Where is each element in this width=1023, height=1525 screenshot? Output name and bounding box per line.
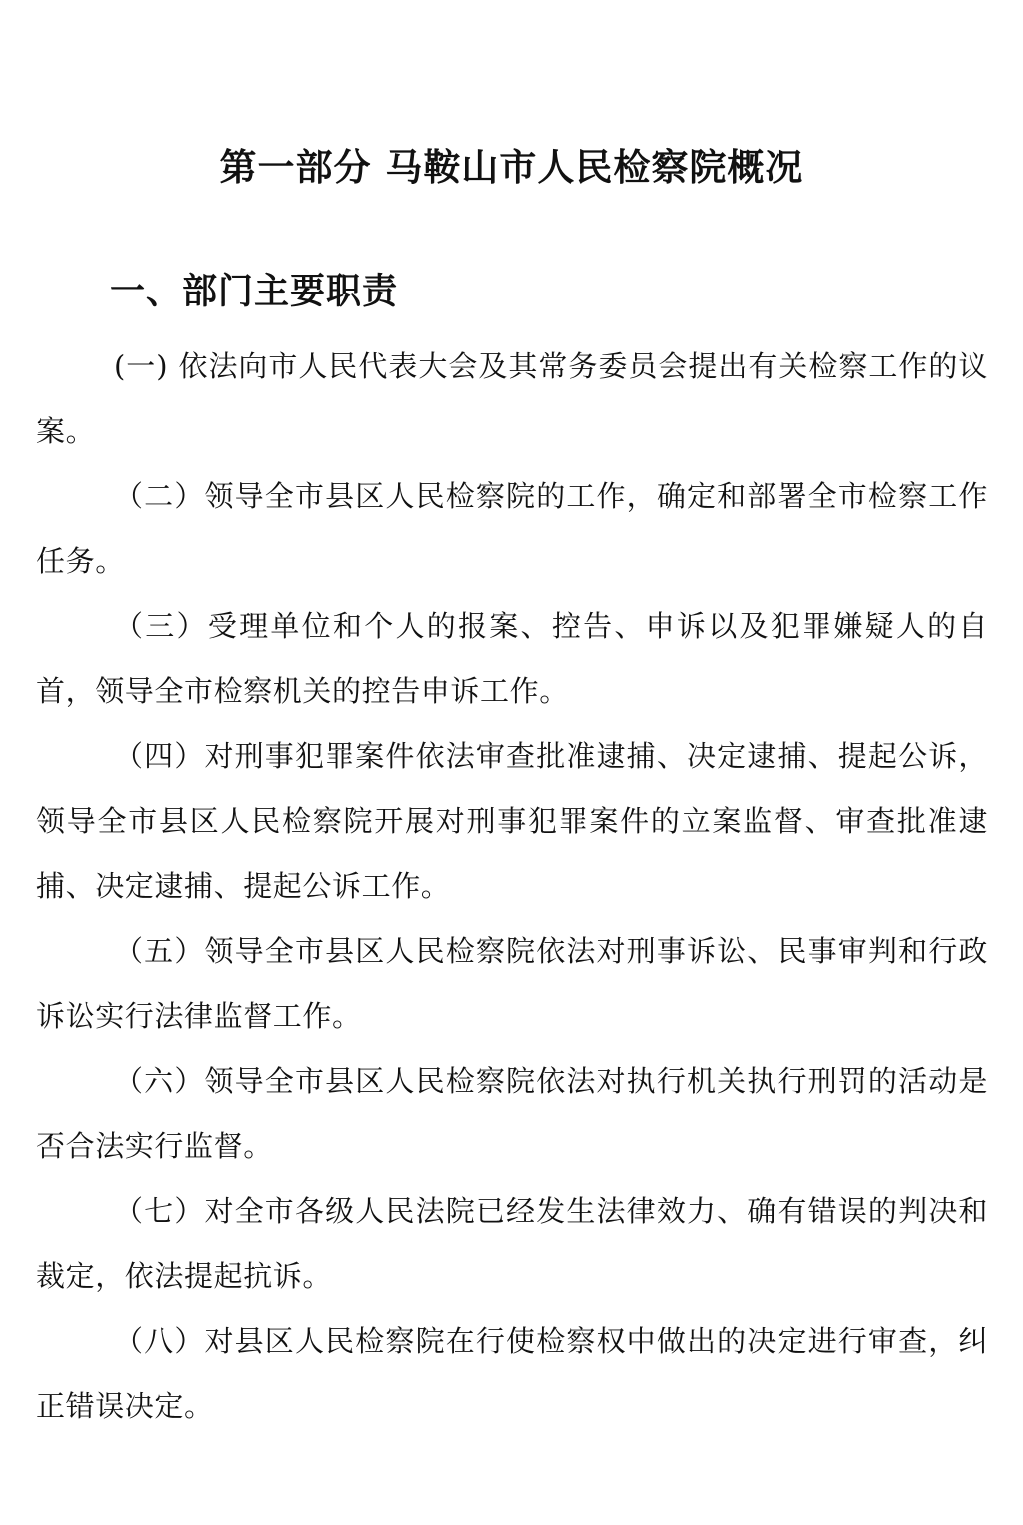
duty-paragraph-3: （三）受理单位和个人的报案、控告、申诉以及犯罪嫌疑人的自首，领导全市检察机关的控告申诉工作。	[36, 609, 988, 708]
section-heading: 一、部门主要职责	[110, 272, 399, 312]
page-title: 第一部分 马鞍山市人民检察院概况	[219, 146, 804, 189]
duty-paragraph-7: （七）对全市各级人民法院已经发生法律效力、确有错误的判决和裁定，依法提起抗诉。	[36, 1194, 988, 1293]
duty-paragraph-2: （二）领导全市县区人民检察院的工作，确定和部署全市检察工作任务。	[36, 479, 988, 578]
duty-paragraph-8: （八）对县区人民检察院在行使检察权中做出的决定进行审查，纠正错误决定。	[36, 1324, 988, 1423]
duty-paragraph-4: （四）对刑事犯罪案件依法审查批准逮捕、决定逮捕、提起公诉，领导全市县区人民检察院开展对刑事犯罪案件的立案监督、审查批准逮捕、决定逮捕、提起公诉工作。	[36, 739, 988, 903]
duty-paragraph-1: (一) 依法向市人民代表大会及其常务委员会提出有关检察工作的议案。	[36, 349, 988, 448]
duty-paragraph-5: （五）领导全市县区人民检察院依法对刑事诉讼、民事审判和行政诉讼实行法律监督工作。	[36, 934, 988, 1033]
duties-list	[36, 334, 988, 1439]
duty-paragraph-6: （六）领导全市县区人民检察院依法对执行机关执行刑罚的活动是否合法实行监督。	[36, 1064, 988, 1163]
